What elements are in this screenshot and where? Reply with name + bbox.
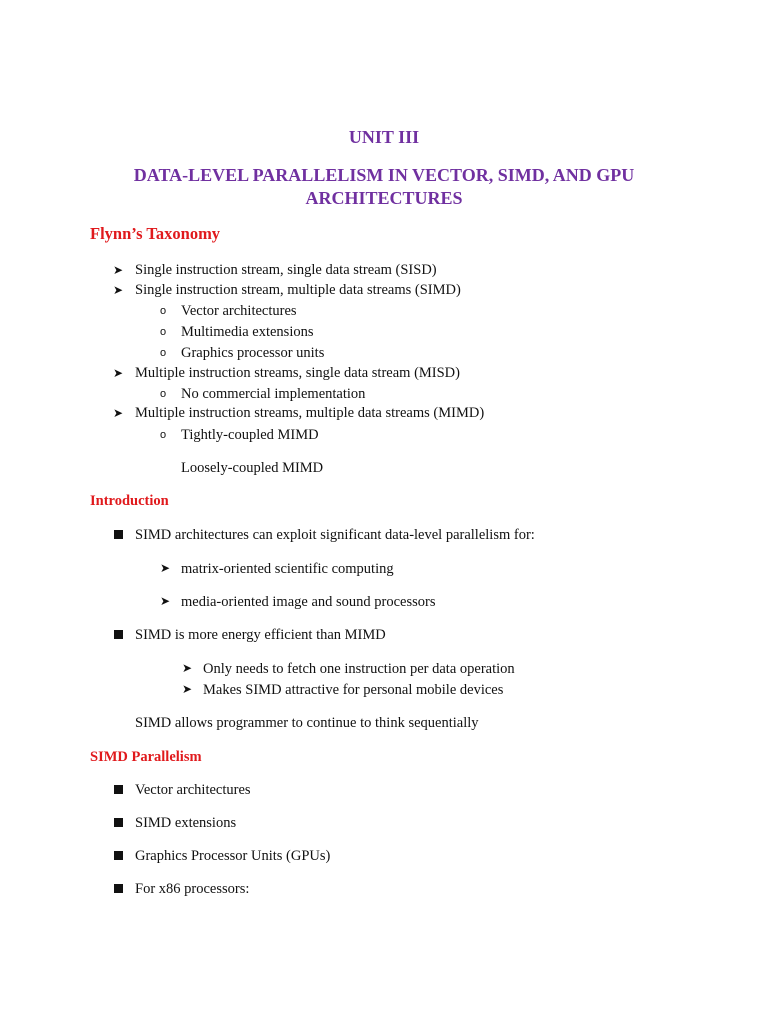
circle-bullet-icon: o [160, 347, 167, 359]
arrowhead-bullet-icon: ➤ [113, 263, 124, 277]
simd-item-extensions: SIMD extensions [135, 815, 237, 831]
intro-point-exploit: SIMD architectures can exploit significant data-level parallelism for: [135, 527, 535, 543]
flynn-subitem-gpu: Graphics processor units [181, 345, 325, 361]
arrowhead-bullet-icon: ➤ [182, 682, 193, 696]
arrowhead-bullet-icon: ➤ [182, 661, 193, 675]
page-title-line-1: DATA-LEVEL PARALLELISM IN VECTOR, SIMD, AND GPU [133, 165, 635, 185]
simd-item-x86: For x86 processors: [135, 881, 250, 897]
intro-point-energy: SIMD is more energy efficient than MIMD [135, 627, 386, 643]
square-bullet-icon [114, 818, 123, 827]
flynn-item-misd: Multiple instruction streams, single data stream (MISD) [135, 365, 460, 381]
flynn-subitem-vector: Vector architectures [181, 303, 297, 319]
flynn-subitem-tightly: Tightly-coupled MIMD [181, 427, 319, 443]
introduction-heading: Introduction [90, 493, 169, 509]
circle-bullet-icon: o [160, 326, 167, 338]
flynn-item-sisd: Single instruction stream, single data stream (SISD) [135, 262, 437, 278]
square-bullet-icon [114, 785, 123, 794]
flynn-item-simd: Single instruction stream, multiple data streams (SIMD) [135, 282, 461, 298]
square-bullet-icon [114, 630, 123, 639]
square-bullet-icon [114, 530, 123, 539]
square-bullet-icon [114, 884, 123, 893]
page-title-line-2: ARCHITECTURES [305, 188, 463, 208]
intro-note-sequential: SIMD allows programmer to continue to think sequentially [135, 715, 479, 731]
intro-sub-fetch: Only needs to fetch one instruction per data operation [203, 661, 515, 677]
arrowhead-bullet-icon: ➤ [160, 594, 171, 608]
circle-bullet-icon: o [160, 305, 167, 317]
arrowhead-bullet-icon: ➤ [113, 366, 124, 380]
arrowhead-bullet-icon: ➤ [160, 561, 171, 575]
flynn-subitem-no-commercial: No commercial implementation [181, 386, 366, 402]
square-bullet-icon [114, 851, 123, 860]
circle-bullet-icon: o [160, 388, 167, 400]
arrowhead-bullet-icon: ➤ [113, 283, 124, 297]
simd-item-vector: Vector architectures [135, 782, 251, 798]
simd-item-gpus: Graphics Processor Units (GPUs) [135, 848, 331, 864]
arrowhead-bullet-icon: ➤ [113, 406, 124, 420]
intro-sub-media: media-oriented image and sound processors [181, 594, 436, 610]
intro-sub-matrix: matrix-oriented scientific computing [181, 561, 394, 577]
intro-sub-mobile: Makes SIMD attractive for personal mobile devices [203, 682, 504, 698]
flynn-item-mimd: Multiple instruction streams, multiple data streams (MIMD) [135, 405, 485, 421]
simd-parallelism-heading: SIMD Parallelism [90, 749, 202, 765]
unit-title: UNIT III [348, 127, 420, 147]
circle-bullet-icon: o [160, 429, 167, 441]
flynn-subitem-loosely: Loosely-coupled MIMD [181, 460, 324, 476]
flynn-taxonomy-heading: Flynn’s Taxonomy [90, 224, 221, 243]
flynn-subitem-multimedia: Multimedia extensions [181, 324, 314, 340]
